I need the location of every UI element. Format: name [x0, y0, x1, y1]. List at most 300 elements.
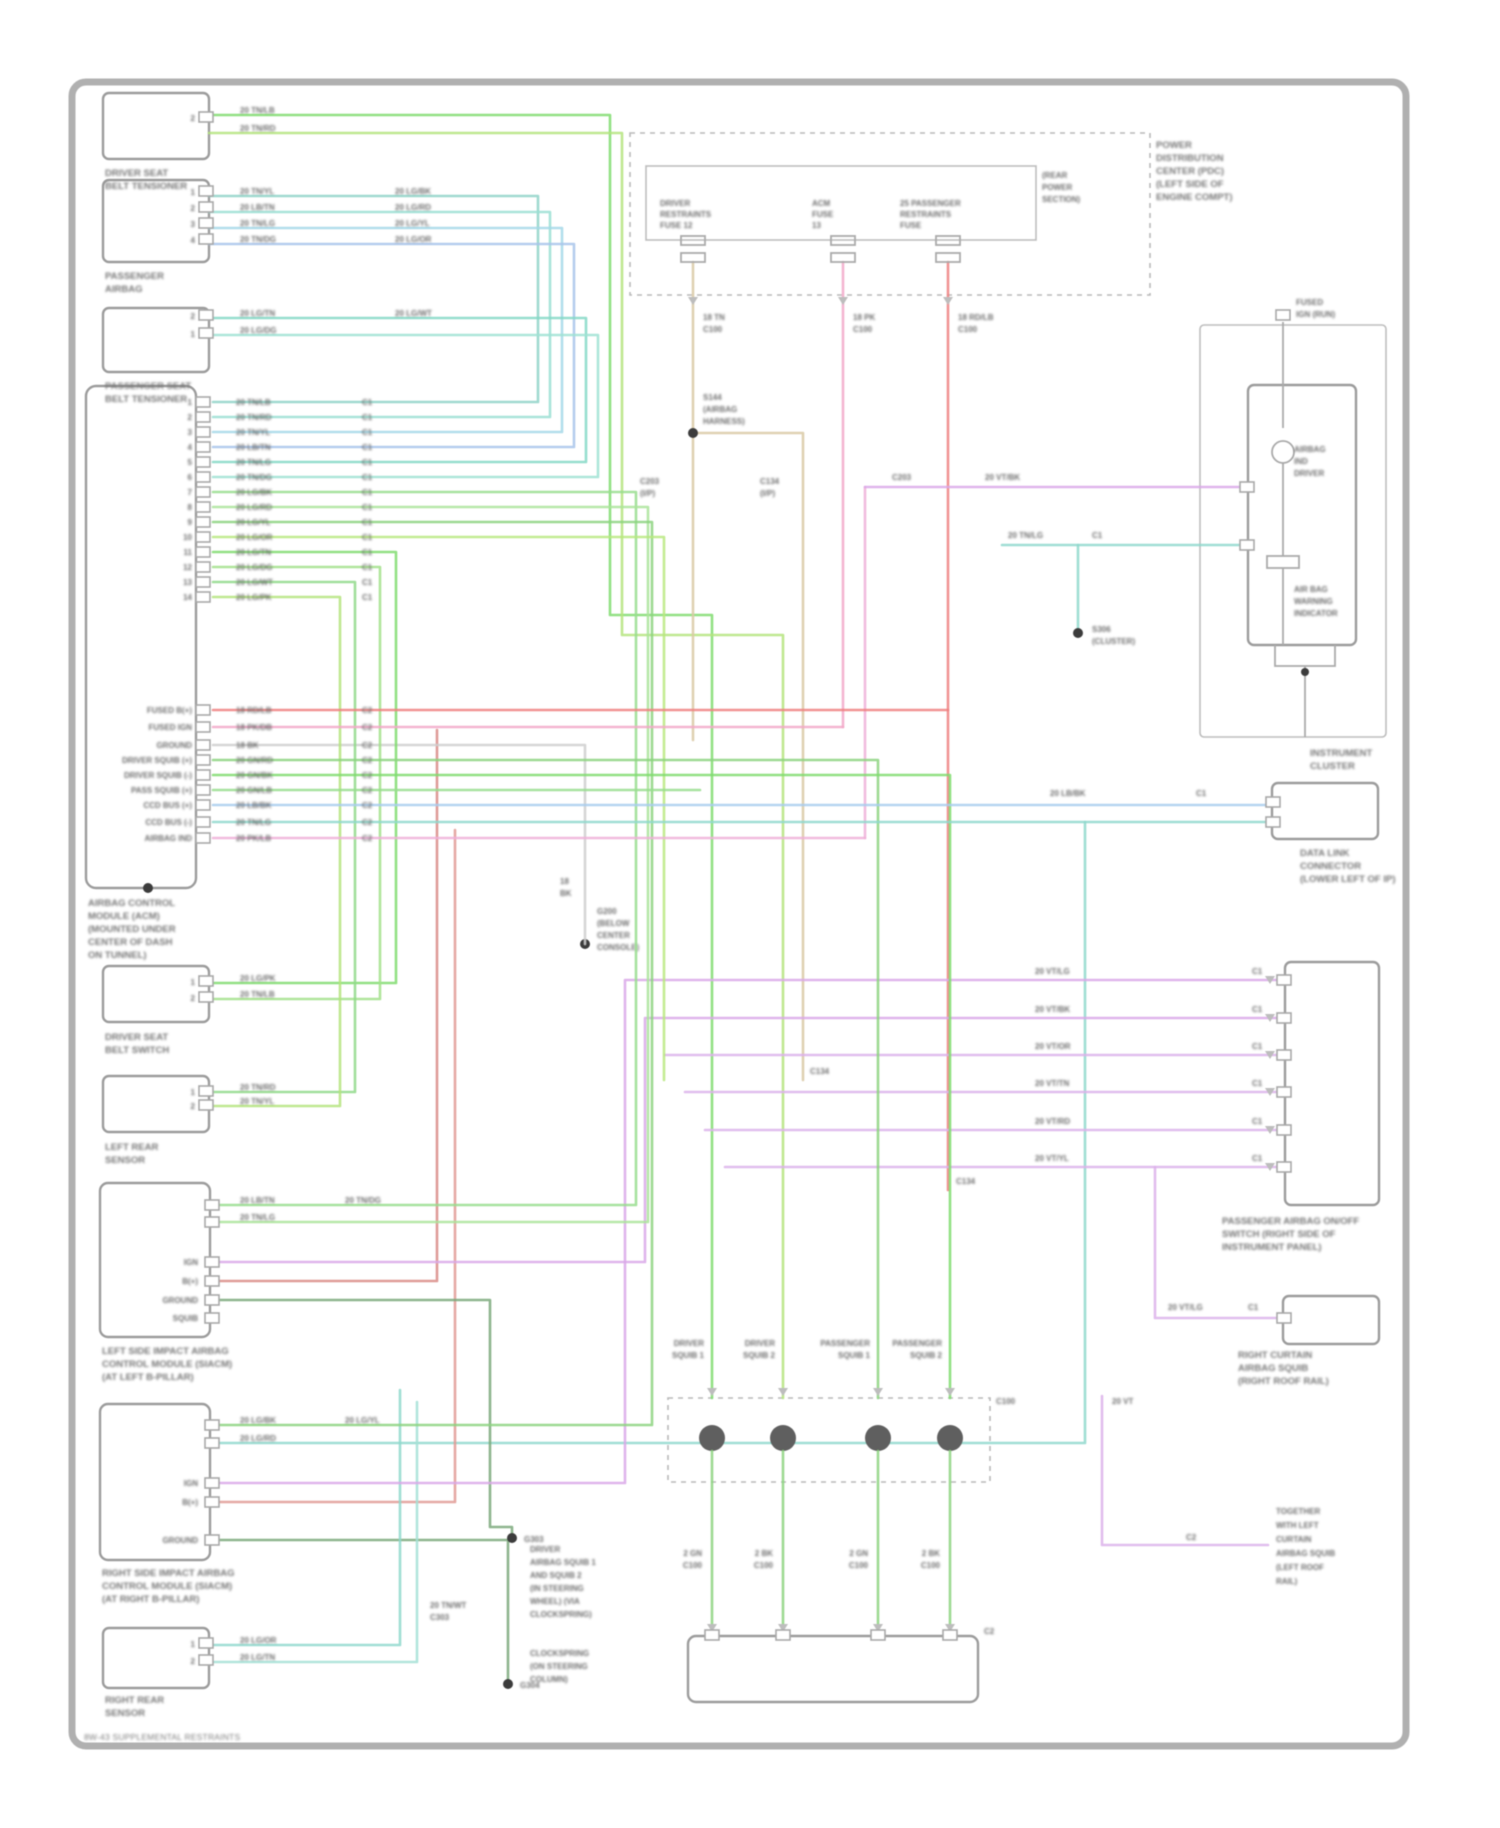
svg-text:WHEEL) (VIA: WHEEL) (VIA — [530, 1597, 580, 1606]
acm-conn-label: C1 — [362, 413, 373, 422]
component-wire-label: 20 TN/LG — [240, 1213, 276, 1222]
acm-pin-name: AIRBAG IND — [144, 834, 192, 843]
component-pin-number: 1 — [190, 978, 195, 987]
svg-text:CLOCKSPRING: CLOCKSPRING — [530, 1649, 590, 1658]
paos-conn-label: C1 — [1252, 1117, 1263, 1126]
svg-text:(MOUNTED UNDER: (MOUNTED UNDER — [88, 924, 176, 935]
component-wire-label: 20 LG/BK — [395, 187, 432, 196]
svg-text:MODULE (ACM): MODULE (ACM) — [88, 911, 160, 922]
squib-label: DRIVER — [744, 1339, 775, 1348]
component-pin-number: 2 — [190, 114, 195, 123]
component-pin-stub — [199, 310, 213, 320]
paos-pin-stub — [1277, 1050, 1291, 1060]
svg-text:CONTROL MODULE (SIACM): CONTROL MODULE (SIACM) — [102, 1581, 233, 1592]
squib-circle — [699, 1425, 725, 1451]
svg-text:(RIGHT ROOF RAIL): (RIGHT ROOF RAIL) — [1238, 1376, 1329, 1387]
paos-wire-label: 20 VT/LG — [1035, 967, 1070, 976]
svg-text:AIRBAG CONTROL: AIRBAG CONTROL — [88, 898, 176, 909]
svg-text:(LOWER LEFT OF IP): (LOWER LEFT OF IP) — [1300, 874, 1396, 885]
acm-pin-stub — [196, 547, 210, 557]
acm-case-ground-dot — [143, 883, 153, 893]
acm-wire-label: 20 LG/TN — [236, 548, 272, 557]
squib-low-label: 2 BK — [921, 1549, 940, 1558]
siacm-pin-name: IGN — [183, 1479, 198, 1488]
svg-text:DRIVER: DRIVER — [1294, 469, 1325, 478]
acm-wire-label: 18 BK — [236, 741, 259, 750]
acm-conn-label: C2 — [362, 706, 373, 715]
svg-text:RIGHT SIDE IMPACT AIRBAG: RIGHT SIDE IMPACT AIRBAG — [102, 1568, 235, 1579]
svg-text:PASSENGER SEAT: PASSENGER SEAT — [105, 381, 192, 392]
svg-text:AIRBAG: AIRBAG — [1294, 445, 1326, 454]
acm-conn-label: C1 — [362, 443, 373, 452]
acm-conn-label: C1 — [362, 593, 373, 602]
acm-pin-stub — [196, 755, 210, 765]
acm-pin-stub — [196, 532, 210, 542]
acm-conn-label: C2 — [362, 741, 373, 750]
svg-text:(AT RIGHT B-PILLAR): (AT RIGHT B-PILLAR) — [102, 1594, 200, 1605]
squib-label: SQUIB 1 — [837, 1351, 870, 1360]
acm-pin-stub — [196, 457, 210, 467]
component-wire-label: 20 TN/RD — [240, 124, 276, 133]
svg-text:INSTRUMENT: INSTRUMENT — [1310, 748, 1373, 759]
siacm-pin-stub — [205, 1257, 219, 1267]
squib-label: SQUIB 1 — [671, 1351, 704, 1360]
component-wire-label: 20 TN/DG — [240, 235, 277, 244]
clockspring-pin-stub — [871, 1630, 885, 1640]
paos-conn-label: C1 — [1252, 1042, 1263, 1051]
clockspring-pin-stub — [943, 1630, 957, 1640]
paos-wire-label: 20 VT/OR — [1035, 1042, 1071, 1051]
svg-text:POWER: POWER — [1042, 183, 1073, 192]
clockspring-pin-stub — [705, 1630, 719, 1640]
paos-pin-stub — [1277, 1125, 1291, 1135]
acm-wire-label: 20 LG/PK — [236, 593, 272, 602]
acm-wire-label: 20 LG/OR — [236, 533, 273, 542]
acm-pin-stub — [196, 800, 210, 810]
paos-box — [1285, 962, 1379, 1205]
acm-conn-label: C1 — [362, 428, 373, 437]
svg-text:AIRBAG SQUIB: AIRBAG SQUIB — [1238, 1363, 1309, 1374]
splice-s306-dot — [1073, 628, 1083, 638]
svg-text:CONNECTOR: CONNECTOR — [1300, 861, 1362, 872]
acm-pin-stub — [196, 817, 210, 827]
acm-conn-label: C2 — [362, 818, 373, 827]
svg-text:CENTER OF DASH: CENTER OF DASH — [88, 937, 173, 948]
svg-text:BELT TENSIONER: BELT TENSIONER — [105, 181, 188, 192]
svg-text:LEFT SIDE IMPACT AIRBAG: LEFT SIDE IMPACT AIRBAG — [102, 1346, 229, 1357]
paos-pin-stub — [1277, 1087, 1291, 1097]
acm-pin-stub — [196, 770, 210, 780]
component-wire-label: 20 LG/DG — [240, 326, 277, 335]
svg-text:INDICATOR: INDICATOR — [1294, 609, 1338, 618]
acm-pin-stub — [196, 472, 210, 482]
svg-text:AIRBAG SQUIB: AIRBAG SQUIB — [1276, 1549, 1336, 1558]
acm-conn-label: C2 — [362, 771, 373, 780]
svg-text:HARNESS): HARNESS) — [703, 417, 745, 426]
svg-text:C2: C2 — [1186, 1533, 1197, 1542]
svg-text:CLUSTER: CLUSTER — [1310, 761, 1355, 772]
component-pin-number: 2 — [190, 994, 195, 1003]
acm-pin-stub — [196, 577, 210, 587]
acm-pin-number: 8 — [187, 503, 192, 512]
acm-pin-number: 1 — [187, 398, 192, 407]
squib-low-label: C100 — [682, 1561, 702, 1570]
acm-pin-name: GROUND — [156, 741, 192, 750]
paos-wire-label: 20 VT/TN — [1035, 1079, 1070, 1088]
acm-pin-stub — [196, 487, 210, 497]
squib-low-label: 2 GN — [683, 1549, 702, 1558]
component-pin-stub — [199, 992, 213, 1002]
svg-text:PASSENGER AIRBAG ON/OFF: PASSENGER AIRBAG ON/OFF — [1222, 1216, 1360, 1227]
component-wire-label: 20 LG/PK — [240, 974, 276, 983]
svg-text:C203: C203 — [640, 477, 660, 486]
svg-text:FUSED: FUSED — [1296, 298, 1324, 307]
paos-conn-label: C1 — [1252, 1005, 1263, 1014]
component-wire-label: 20 LG/OR — [395, 235, 432, 244]
acm-wire-label: 20 PK/LB — [236, 834, 272, 843]
svg-text:AIR BAG: AIR BAG — [1294, 585, 1328, 594]
splice-s144-dot — [688, 428, 698, 438]
acm-wire-label: 20 LG/WT — [236, 578, 273, 587]
siacm-pin-stub — [205, 1420, 219, 1430]
acm-pin-number: 13 — [183, 578, 192, 587]
siacm-pin-stub — [205, 1313, 219, 1323]
svg-text:RAIL): RAIL) — [1276, 1577, 1298, 1586]
acm-wire-label: 20 LG/RD — [236, 503, 273, 512]
acm-conn-label: C1 — [362, 398, 373, 407]
driver-tensioner-box — [103, 93, 209, 159]
acm-wire-label: 20 GN/RD — [236, 756, 273, 765]
svg-text:DATA LINK: DATA LINK — [1300, 848, 1350, 859]
component-wire-label: 20 TN/LB — [240, 990, 275, 999]
ground-g304-dot — [503, 1679, 513, 1689]
svg-text:20 TN/LG: 20 TN/LG — [1008, 531, 1044, 540]
component-pin-stub — [199, 112, 213, 122]
acm-pin-stub — [196, 592, 210, 602]
component-pin-number: 2 — [190, 312, 195, 321]
clockspring-pin-stub — [776, 1630, 790, 1640]
component-pin-number: 1 — [190, 1088, 195, 1097]
acm-wire-label: 18 RD/LB — [236, 706, 272, 715]
svg-text:AIRBAG SQUIB 1: AIRBAG SQUIB 1 — [530, 1558, 596, 1567]
squib-label: DRIVER — [673, 1339, 704, 1348]
squib-circle — [770, 1425, 796, 1451]
acm-wire-label: 20 LB/BK — [236, 801, 272, 810]
svg-text:(ON STEERING: (ON STEERING — [530, 1662, 588, 1671]
svg-text:DISTRIBUTION: DISTRIBUTION — [1156, 153, 1224, 164]
component-pin-number: 3 — [190, 220, 195, 229]
footer-text: 8W-43 SUPPLEMENTAL RESTRAINTS — [84, 1732, 241, 1742]
acm-pin-stub — [196, 740, 210, 750]
svg-text:INSTRUMENT PANEL): INSTRUMENT PANEL) — [1222, 1242, 1322, 1253]
acm-conn-label: C1 — [362, 533, 373, 542]
squib-label: SQUIB 2 — [742, 1351, 775, 1360]
svg-text:SENSOR: SENSOR — [105, 1155, 146, 1166]
svg-text:C100: C100 — [853, 325, 873, 334]
svg-text:20 VT/LG: 20 VT/LG — [1168, 1303, 1203, 1312]
svg-text:(I/P): (I/P) — [640, 489, 656, 498]
svg-text:FUSE: FUSE — [900, 221, 922, 230]
dlc-box — [1272, 783, 1378, 839]
svg-text:PASSENGER: PASSENGER — [105, 271, 164, 282]
acm-wire-label: 20 TN/YL — [236, 428, 271, 437]
siacm-pin-name: B(+) — [182, 1277, 198, 1286]
svg-text:BELT SWITCH: BELT SWITCH — [105, 1045, 170, 1056]
squib-label: PASSENGER — [892, 1339, 942, 1348]
acm-pin-number: 10 — [183, 533, 192, 542]
acm-conn-label: C1 — [362, 563, 373, 572]
component-pin-number: 1 — [190, 330, 195, 339]
svg-text:WARNING: WARNING — [1294, 597, 1333, 606]
component-wire-label: 20 TN/YL — [240, 187, 275, 196]
acm-pin-number: 4 — [187, 443, 192, 452]
component-pin-stub — [199, 186, 213, 196]
svg-text:DRIVER SEAT: DRIVER SEAT — [105, 1032, 169, 1043]
paos-wire-label: 20 VT/RD — [1035, 1117, 1071, 1126]
acm-conn-label: C1 — [362, 488, 373, 497]
svg-text:DRIVER SEAT: DRIVER SEAT — [105, 168, 169, 179]
acm-pin-stub — [196, 502, 210, 512]
acm-wire-label: 20 TN/LG — [236, 818, 272, 827]
svg-text:(LEFT SIDE OF: (LEFT SIDE OF — [1156, 179, 1224, 190]
svg-text:ENGINE COMPT): ENGINE COMPT) — [1156, 192, 1233, 203]
svg-text:RIGHT CURTAIN: RIGHT CURTAIN — [1238, 1350, 1313, 1361]
svg-text:G200: G200 — [597, 907, 617, 916]
pdc-inner-box — [646, 166, 1036, 240]
acm-pin-stub — [196, 517, 210, 527]
component-pin-number: 2 — [190, 1657, 195, 1666]
acm-wire-label: 20 TN/RD — [236, 413, 272, 422]
svg-text:(AIRBAG: (AIRBAG — [703, 405, 738, 414]
acm-pin-name: CCD BUS (+) — [143, 801, 192, 810]
svg-text:COLUMN): COLUMN) — [530, 1675, 568, 1684]
ground-g303-dot — [507, 1533, 517, 1543]
paos-conn-label: C1 — [1252, 1079, 1263, 1088]
acm-wire-label: 18 PK/DB — [236, 723, 273, 732]
acm-pin-number: 12 — [183, 563, 192, 572]
svg-text:FUSE: FUSE — [812, 210, 834, 219]
svg-text:(I/P): (I/P) — [760, 489, 776, 498]
svg-text:IND: IND — [1294, 457, 1308, 466]
acm-conn-label: C1 — [362, 503, 373, 512]
component-wire-label: 20 LG/WT — [395, 309, 432, 318]
svg-text:(AT LEFT B-PILLAR): (AT LEFT B-PILLAR) — [102, 1372, 194, 1383]
svg-text:ON TUNNEL): ON TUNNEL) — [88, 950, 147, 961]
svg-text:S306: S306 — [1092, 625, 1111, 634]
acm-pin-stub — [196, 397, 210, 407]
acm-wire-label: 20 GN/LB — [236, 786, 273, 795]
siacm-pin-name: IGN — [183, 1258, 198, 1267]
squib-low-label: C100 — [848, 1561, 868, 1570]
paos-pin-stub — [1277, 1013, 1291, 1023]
component-wire-label: 20 LG/YL — [395, 219, 430, 228]
acm-conn-label: C2 — [362, 801, 373, 810]
squib-low-label: 2 GN — [849, 1549, 868, 1558]
cluster-pin-stub — [1240, 482, 1254, 492]
svg-text:C1: C1 — [1092, 531, 1103, 540]
svg-text:ACM: ACM — [812, 199, 831, 208]
svg-text:SECTION): SECTION) — [1042, 195, 1081, 204]
svg-text:CURTAIN: CURTAIN — [1276, 1535, 1312, 1544]
squib-label: SQUIB 2 — [909, 1351, 942, 1360]
svg-text:20 TN/WT: 20 TN/WT — [430, 1601, 467, 1610]
svg-text:S144: S144 — [703, 393, 722, 402]
paos-wire-label: 20 VT/YL — [1035, 1154, 1069, 1163]
siacm-pin-stub — [205, 1497, 219, 1507]
component-wire-label: 20 LG/TN — [240, 309, 276, 318]
acm-pin-name: CCD BUS (-) — [145, 818, 192, 827]
svg-text:SENSOR: SENSOR — [105, 1708, 146, 1719]
svg-text:C303: C303 — [430, 1613, 450, 1622]
squib-low-label: C100 — [753, 1561, 773, 1570]
acm-wire-label: 20 TN/DG — [236, 473, 273, 482]
acm-wire-label: 20 GN/BK — [236, 771, 273, 780]
component-wire-label: 20 TN/LG — [240, 219, 276, 228]
svg-text:DRIVER: DRIVER — [530, 1545, 561, 1554]
svg-text:TOGETHER: TOGETHER — [1276, 1507, 1321, 1516]
component-wire-label: 20 TN/DG — [345, 1196, 382, 1205]
acm-wire-label: 20 TN/LB — [236, 398, 271, 407]
rsq-pin-stub — [1277, 1313, 1291, 1323]
acm-pin-number: 5 — [187, 458, 192, 467]
acm-pin-number: 3 — [187, 428, 192, 437]
right-squib-box — [1283, 1296, 1379, 1344]
component-pin-stub — [199, 1100, 213, 1110]
siacm-pin-stub — [205, 1295, 219, 1305]
siacm-pin-stub — [205, 1535, 219, 1545]
siacm-pin-name: SQUIB — [172, 1314, 198, 1323]
acm-pin-stub — [196, 412, 210, 422]
svg-text:(LEFT ROOF: (LEFT ROOF — [1276, 1563, 1324, 1572]
acm-conn-label: C1 — [362, 548, 373, 557]
component-wire-label: 20 LB/TN — [240, 203, 275, 212]
svg-text:BK: BK — [560, 889, 572, 898]
svg-text:CONSOLE): CONSOLE) — [597, 943, 640, 952]
component-pin-stub — [199, 202, 213, 212]
acm-conn-label: C1 — [362, 518, 373, 527]
svg-text:C100: C100 — [996, 1397, 1016, 1406]
component-pin-stub — [199, 1638, 213, 1648]
svg-text:C1: C1 — [1248, 1303, 1259, 1312]
acm-pin-number: 2 — [187, 413, 192, 422]
acm-pin-name: DRIVER SQUIB (+) — [121, 756, 192, 765]
acm-pin-number: 6 — [187, 473, 192, 482]
svg-text:AIRBAG: AIRBAG — [105, 284, 143, 295]
svg-text:DRIVER: DRIVER — [660, 199, 691, 208]
dlc-pin-stub — [1266, 797, 1280, 807]
siacm-pin-name: B(+) — [182, 1498, 198, 1507]
svg-text:C2: C2 — [984, 1627, 995, 1636]
acm-conn-label: C1 — [362, 473, 373, 482]
svg-text:(IN STEERING: (IN STEERING — [530, 1584, 584, 1593]
acm-pin-stub — [196, 427, 210, 437]
svg-text:18: 18 — [560, 877, 569, 886]
siacm-pin-stub — [205, 1217, 219, 1227]
paos-wire-label: 20 VT/BK — [1035, 1005, 1071, 1014]
component-wire-label: 20 LG/BK — [240, 1416, 277, 1425]
siacm-pin-stub — [205, 1276, 219, 1286]
acm-pin-stub — [196, 562, 210, 572]
acm-pin-number: 9 — [187, 518, 192, 527]
svg-text:C100: C100 — [703, 325, 723, 334]
acm-conn-label: C2 — [362, 723, 373, 732]
svg-text:SWITCH (RIGHT SIDE OF: SWITCH (RIGHT SIDE OF — [1222, 1229, 1336, 1240]
svg-text:(REAR: (REAR — [1042, 171, 1068, 180]
svg-text:CENTER (PDC): CENTER (PDC) — [1156, 166, 1225, 177]
squib-low-label: 2 BK — [754, 1549, 773, 1558]
acm-conn-label: C2 — [362, 834, 373, 843]
component-wire-label: 20 TN/LB — [240, 106, 275, 115]
svg-text:(BELOW: (BELOW — [597, 919, 630, 928]
acm-conn-label: C2 — [362, 786, 373, 795]
svg-text:AND SQUIB 2: AND SQUIB 2 — [530, 1571, 582, 1580]
component-pin-stub — [199, 328, 213, 338]
component-pin-stub — [199, 218, 213, 228]
acm-wire-label: 20 LG/YL — [236, 518, 271, 527]
svg-text:25 PASSENGER: 25 PASSENGER — [900, 199, 961, 208]
component-wire-label: 20 TN/YL — [240, 1097, 275, 1106]
component-pin-number: 1 — [190, 1640, 195, 1649]
acm-wire-label: 20 LG/DG — [236, 563, 273, 572]
acm-pin-name: FUSED IGN — [148, 723, 192, 732]
acm-pin-stub — [196, 785, 210, 795]
paos-pin-stub — [1277, 1162, 1291, 1172]
svg-text:13: 13 — [812, 221, 821, 230]
svg-text:C134: C134 — [760, 477, 780, 486]
svg-text:C1: C1 — [1196, 789, 1207, 798]
svg-text:C134: C134 — [810, 1067, 830, 1076]
squib-low-label: C100 — [920, 1561, 940, 1570]
cluster-inner-box — [1248, 385, 1356, 645]
acm-pin-number: 11 — [183, 548, 192, 557]
svg-text:20 VT: 20 VT — [1112, 1397, 1134, 1406]
component-pin-stub — [199, 1655, 213, 1665]
component-pin-number: 2 — [190, 1102, 195, 1111]
dlc-pin-stub — [1266, 817, 1280, 827]
acm-pin-stub — [196, 722, 210, 732]
acm-pin-stub — [196, 833, 210, 843]
component-wire-label: 20 LG/TN — [240, 1653, 276, 1662]
component-pin-stub — [199, 976, 213, 986]
svg-text:C134: C134 — [956, 1177, 976, 1186]
siacm-pin-stub — [205, 1478, 219, 1488]
svg-text:IGN (RUN): IGN (RUN) — [1296, 310, 1336, 319]
cluster-top-stub — [1276, 310, 1290, 320]
acm-pin-stub — [196, 442, 210, 452]
component-wire-label: 20 LB/TN — [240, 1196, 275, 1205]
svg-text:POWER: POWER — [1156, 140, 1192, 151]
siacm-pin-stub — [205, 1200, 219, 1210]
component-wire-label: 20 TN/RD — [240, 1083, 276, 1092]
svg-text:18 RD/LB: 18 RD/LB — [958, 313, 994, 322]
acm-pin-name: FUSED B(+) — [146, 706, 192, 715]
acm-wire-label: 20 LB/TN — [236, 443, 271, 452]
acm-wire-label: 20 LG/BK — [236, 488, 273, 497]
siacm-pin-name: GROUND — [162, 1536, 198, 1545]
squib-circle — [937, 1425, 963, 1451]
svg-text:BELT TENSIONER: BELT TENSIONER — [105, 394, 188, 405]
svg-text:CONTROL MODULE (SIACM): CONTROL MODULE (SIACM) — [102, 1359, 233, 1370]
component-wire-label: 20 LG/RD — [395, 203, 432, 212]
squib-circle — [865, 1425, 891, 1451]
svg-text:RIGHT REAR: RIGHT REAR — [105, 1695, 165, 1706]
component-pin-stub — [199, 1086, 213, 1096]
svg-text:RESTRAINTS: RESTRAINTS — [900, 210, 952, 219]
svg-text:(CLUSTER): (CLUSTER) — [1092, 637, 1136, 646]
component-wire-label: 20 LG/OR — [240, 1636, 277, 1645]
acm-box — [86, 386, 196, 888]
svg-text:20 LB/BK: 20 LB/BK — [1050, 789, 1086, 798]
